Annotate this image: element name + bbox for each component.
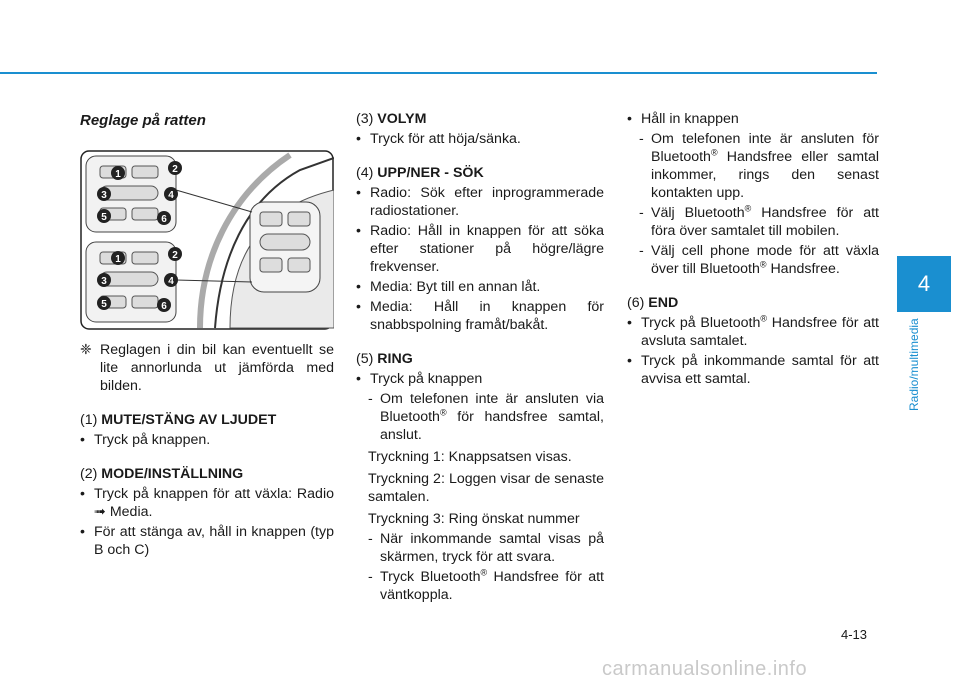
column-2 — [356, 110, 604, 604]
callout-2b: 2 — [172, 250, 178, 261]
section-1-title: (1) MUTE/STÄNG AV LJUDET — [80, 412, 277, 428]
callout-4: 4 — [168, 190, 174, 201]
paragraph: Tryckning 1: Knappsatsen visas. — [368, 449, 572, 465]
dash-item: - Om telefonen inte är ansluten för Bluetooth® Handsfree eller samtal inkommer, rings den senast kontakten upp. — [639, 131, 879, 201]
list-item: • Tryck på knappen för att växla: Radio ➟ Media. — [80, 485, 334, 521]
list-item: • Media: Håll in knappen för snabbspolning framåt/bakåt. — [356, 298, 604, 334]
list-item: • Radio: Sök efter inprogrammerade radiostationer. — [356, 184, 604, 220]
header-rule — [0, 72, 877, 74]
watermark: carmanualsonline.info — [602, 658, 808, 680]
section-heading: Reglage på ratten — [80, 112, 206, 129]
section-2-title: (2) MODE/INSTÄLLNING — [80, 466, 244, 482]
callout-6b: 6 — [161, 301, 167, 312]
callout-5b: 5 — [101, 299, 107, 310]
list-item: • Tryck på Bluetooth® Handsfree för att avsluta samtalet. — [627, 314, 879, 350]
note: ❈ Reglagen i din bil kan eventuellt se lite annorlunda ut jämförda med bilden. — [80, 342, 334, 394]
callout-5: 5 — [101, 212, 107, 223]
list-item: • Håll in knappen — [627, 110, 879, 128]
dash-item: - När inkommande samtal visas på skärmen, tryck för att svara. — [368, 531, 604, 565]
list-item: • Media: Byt till en annan låt. — [356, 278, 604, 296]
paragraph: Tryckning 2: Loggen visar de senaste samtalen. — [368, 471, 604, 505]
section-5-title: (5) RING — [356, 351, 413, 367]
note-icon: ❈ — [80, 342, 92, 358]
callout-6: 6 — [161, 214, 167, 225]
callout-1: 1 — [115, 169, 121, 180]
callout-4b: 4 — [168, 276, 174, 287]
list-item: • För att stänga av, håll in knappen (typ B och C) — [80, 523, 334, 559]
dash-item: - Välj Bluetooth® Handsfree för att föra över samtalet till mobilen. — [639, 203, 879, 239]
section-4-title: (4) UPP/NER - SÖK — [356, 165, 484, 181]
section-3-title: (3) VOLYM — [356, 111, 427, 127]
arrow-icon: ➟ — [94, 504, 106, 520]
chapter-number: 4 — [917, 271, 931, 296]
callout-1b: 1 — [115, 254, 121, 265]
callout-3b: 3 — [101, 276, 107, 287]
page-number: 4-13 — [841, 627, 868, 642]
list-item: • Tryck för att höja/sänka. — [356, 130, 604, 148]
dash-item: - Välj cell phone mode för att växla över till Bluetooth® Handsfree. — [639, 243, 879, 277]
paragraph: Tryckning 3: Ring önskat nummer — [368, 511, 580, 527]
dash-item: - Tryck Bluetooth® Handsfree för att väntkoppla. — [368, 567, 604, 603]
section-6-title: (6) END — [627, 295, 679, 311]
chapter-label: Radio/multimedia — [907, 318, 921, 411]
list-item: • Tryck på knappen — [356, 370, 604, 388]
callout-2: 2 — [172, 164, 178, 175]
callout-3: 3 — [101, 190, 107, 201]
steering-wheel-controls-illustration — [80, 150, 334, 330]
dash-item: - Om telefonen inte är ansluten via Bluetooth® för handsfree samtal, anslut. — [368, 391, 604, 443]
column-1 — [80, 110, 334, 559]
column-3 — [627, 110, 879, 388]
list-item: • Radio: Håll in knappen för att söka efter stationer på högre/lägre frekvenser. — [356, 222, 604, 276]
list-item: • Tryck på knappen. — [80, 431, 334, 449]
list-item: • Tryck på inkommande samtal för att avvisa ett samtal. — [627, 352, 879, 388]
chapter-tab — [897, 256, 951, 312]
